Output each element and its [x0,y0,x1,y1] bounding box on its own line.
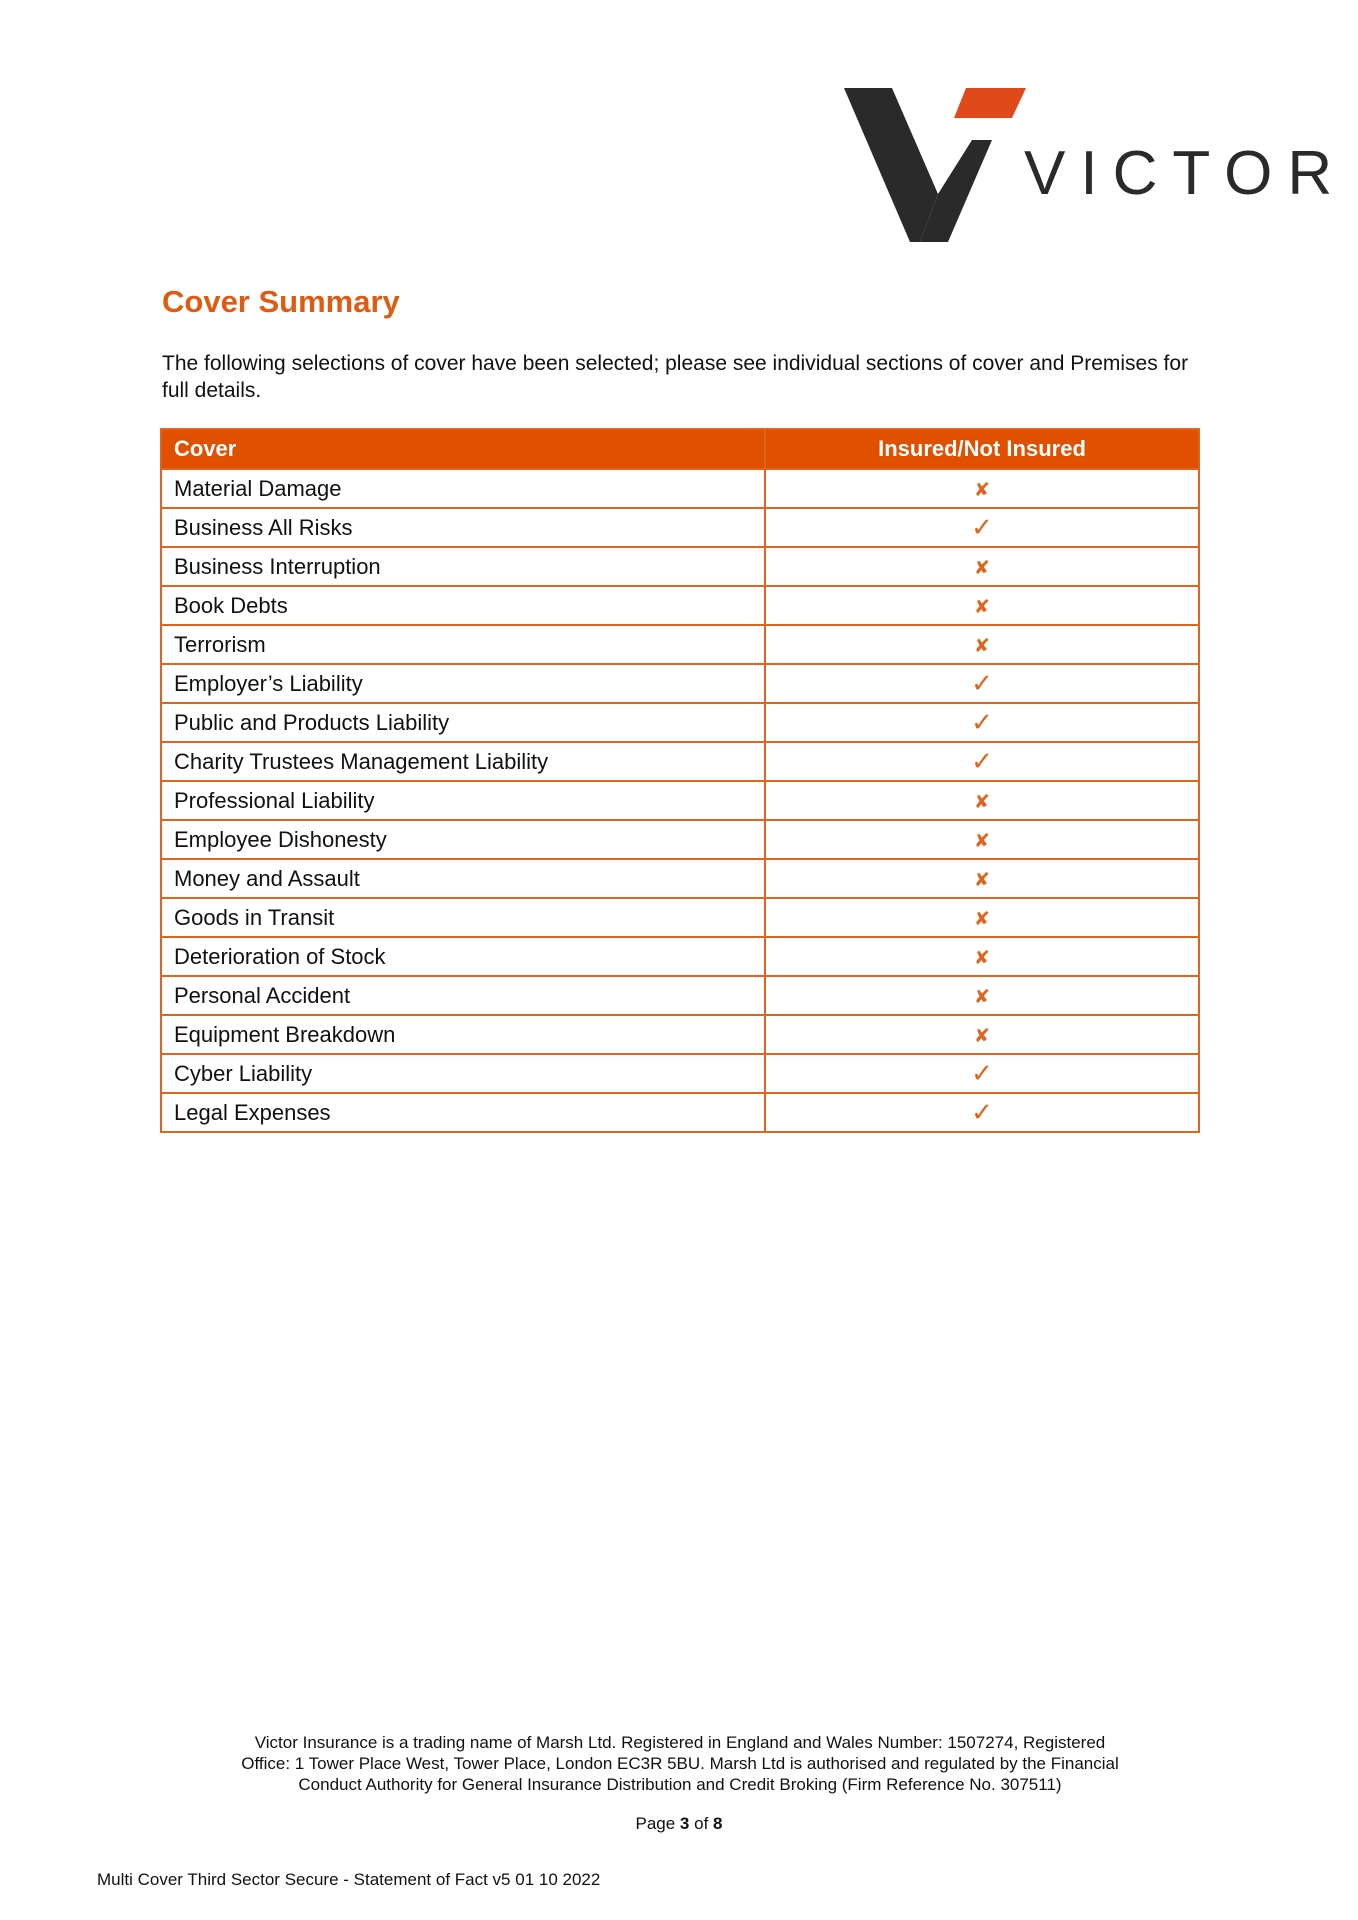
cover-name: Equipment Breakdown [161,1015,765,1054]
cover-name: Personal Accident [161,976,765,1015]
page-number [0,1814,1358,1834]
victor-logo [844,84,1348,248]
cover-status [765,1054,1199,1093]
page-current: 3 [679,1814,690,1833]
cross-icon: ✘ [974,791,990,813]
check-icon: ✓ [971,745,993,776]
cross-icon: ✘ [974,908,990,930]
footer-line: Conduct Authority for General Insurance Distribution and Credit Broking (Firm Reference No. 307511) [298,1775,1062,1794]
legal-footer [150,1732,1210,1795]
table-row [161,586,1199,625]
cover-status [765,508,1199,547]
table-row [161,742,1199,781]
cover-status [765,469,1199,508]
cross-icon: ✘ [974,635,990,657]
status-column-header: Insured/Not Insured [765,429,1199,469]
table-row [161,937,1199,976]
cover-status [765,547,1199,586]
cover-status [765,820,1199,859]
cover-status [765,742,1199,781]
check-icon: ✓ [971,667,993,698]
table-row [161,625,1199,664]
cover-status [765,586,1199,625]
table-row [161,703,1199,742]
cover-name: Legal Expenses [161,1093,765,1132]
page-title: Cover Summary [162,284,400,319]
cover-status [765,1093,1199,1132]
cover-name: Business Interruption [161,547,765,586]
cover-name: Professional Liability [161,781,765,820]
intro-text: The following selections of cover have been selected; please see individual sections of cover and Premises for full details. [162,352,1189,402]
check-icon: ✓ [971,706,993,737]
cross-icon: ✘ [974,986,990,1008]
table-row [161,664,1199,703]
footer-line: Victor Insurance is a trading name of Marsh Ltd. Registered in England and Wales Number: 1507274, Registered [254,1733,1106,1752]
table-row [161,547,1199,586]
cover-name: Public and Products Liability [161,703,765,742]
cover-status [765,898,1199,937]
document-reference: Multi Cover Third Sector Secure - Statement of Fact v5 01 10 2022 [97,1870,601,1889]
cover-status [765,664,1199,703]
cover-name: Book Debts [161,586,765,625]
table-row [161,898,1199,937]
cover-name: Charity Trustees Management Liability [161,742,765,781]
table-row [161,1015,1199,1054]
cover-summary-table [160,428,1200,1133]
table-header-row [161,429,1199,469]
page-total: 8 [713,1814,723,1833]
table-row [161,508,1199,547]
cover-name: Deterioration of Stock [161,937,765,976]
cover-name: Business All Risks [161,508,765,547]
cover-rows [161,469,1199,1132]
logo-wordmark: VICTOR [1024,139,1348,208]
cover-name: Cyber Liability [161,1054,765,1093]
cover-name: Terrorism [161,625,765,664]
footer-line: Office: 1 Tower Place West, Tower Place, London EC3R 5BU. Marsh Ltd is authorised and regulated by the Financial [241,1754,1119,1773]
check-icon: ✓ [971,511,993,542]
cover-name: Money and Assault [161,859,765,898]
table-row [161,781,1199,820]
check-icon: ✓ [971,1096,993,1127]
cover-name: Employer’s Liability [161,664,765,703]
table-row [161,820,1199,859]
cross-icon: ✘ [974,596,990,618]
cross-icon: ✘ [974,1025,990,1047]
table-row [161,859,1199,898]
cross-icon: ✘ [974,830,990,852]
cross-icon: ✘ [974,947,990,969]
cover-status [765,703,1199,742]
cross-icon: ✘ [974,869,990,891]
cover-status [765,781,1199,820]
cover-name: Employee Dishonesty [161,820,765,859]
check-icon: ✓ [971,1057,993,1088]
cross-icon: ✘ [974,479,990,501]
page-sep: of [694,1814,709,1833]
table-row [161,469,1199,508]
cover-name: Material Damage [161,469,765,508]
table-row [161,1093,1199,1132]
table-row [161,1054,1199,1093]
cover-name: Goods in Transit [161,898,765,937]
cover-column-header: Cover [161,429,765,469]
page-prefix: Page [635,1814,676,1833]
table-row [161,976,1199,1015]
cover-status [765,859,1199,898]
cross-icon: ✘ [974,557,990,579]
cover-status [765,976,1199,1015]
cover-status [765,625,1199,664]
cover-status [765,937,1199,976]
cover-status [765,1015,1199,1054]
